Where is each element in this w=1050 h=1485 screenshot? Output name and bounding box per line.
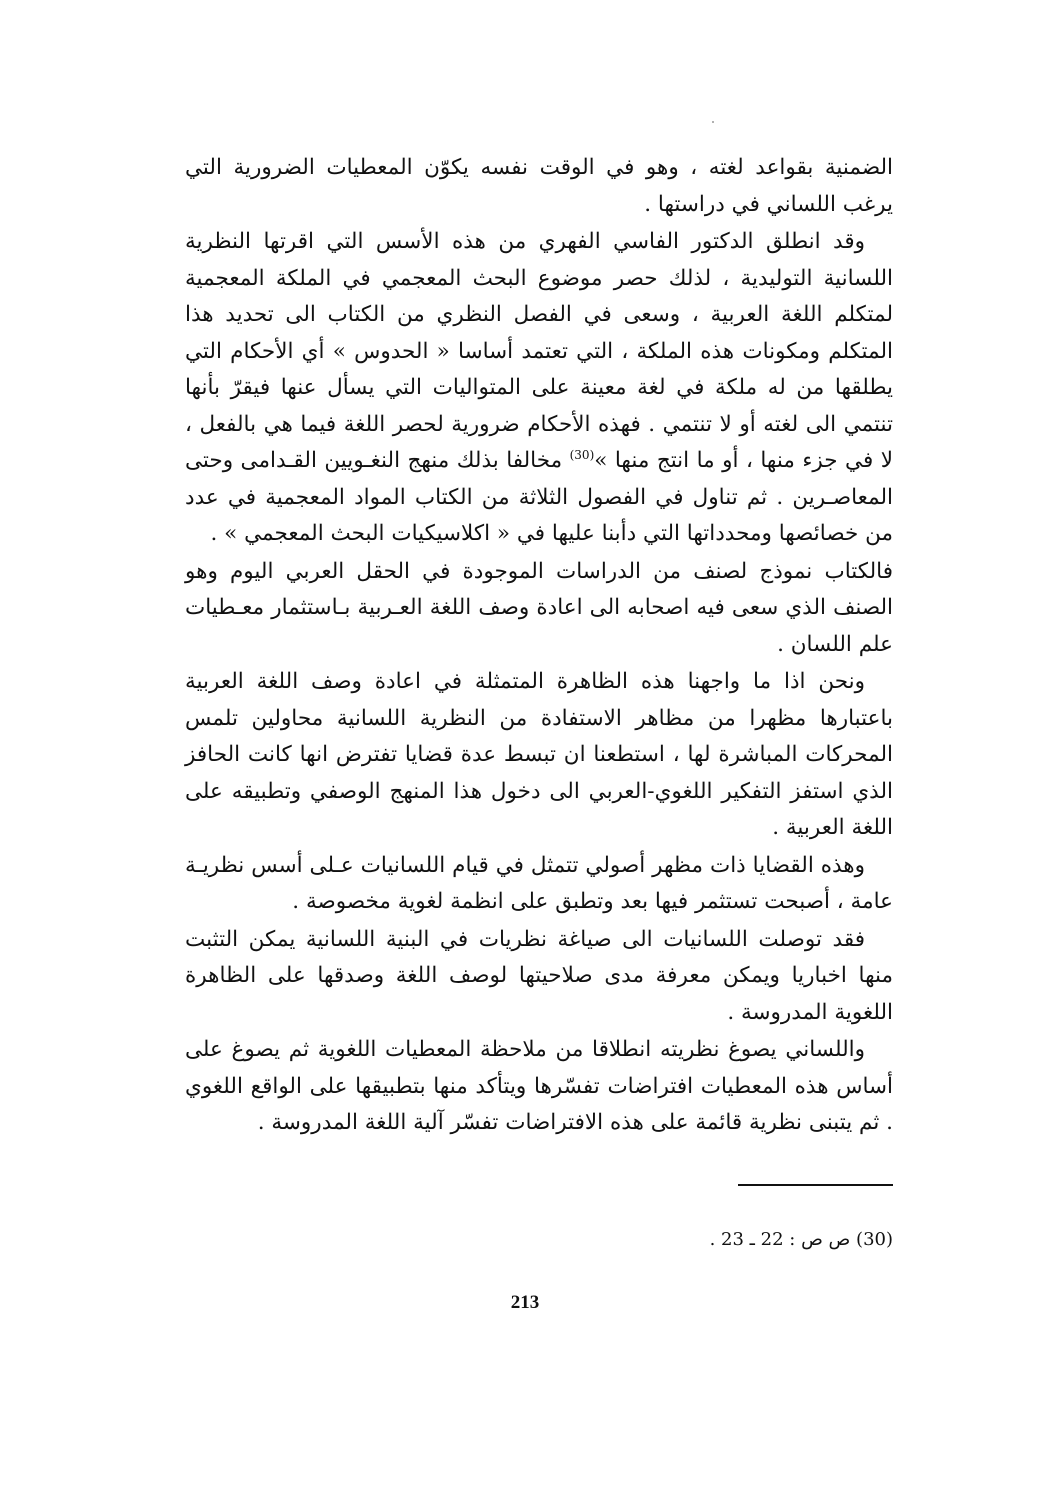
paragraph-2: وقد انطلق الدكتور الفاسي الفهري من هذه الأسس التي اقرتها النظرية اللسانية التوليدية ، لذلك حصر موضوع البحث المعجمي في الملكة المعجمية لمتكلم اللغة العربية ، وسعى في الفصل النظري من الكتاب الى تحديد هذا المتكلم ومكونات هذه الملكة ، التي تعتمد أساسا « الحدوس » أي الأحكام التي يطلقها من له ملكة في لغة معينة على المتواليات التي يسأل عنها فيقرّ بأنها تنتمي الى لغته أو لا تنتمي . فهذه الأحكام ضرورية لحصر اللغة فيما هي بالفعل ، لا في جزء منها ، أو ما انتج منها »$^{(30)}$ مخالفا بذلك منهج النغـويين القـدامى وحتى المعاصـرين . ثم تناول في الفصول الثلاثة من الكتاب المواد المعجمية في عدد من خصائصها ومحدداتها التي دأبنا عليها في « اكلاسيكيات البحث المعجمي » . [185,229,893,546]
paragraph-1: الضمنية بقواعد لغته ، وهو في الوقت نفسه يكوّن المعطيات الضرورية التي يرغب اللساني في دراستها . [185,155,893,217]
paragraph-3: فالكتاب نموذج لصنف من الدراسات الموجودة في الحقل العربي اليوم وهو الصنف الذي سعى فيه اصحابه الى اعادة وصف اللغة العـربية بـاستثمار معـطيات علم اللسان . [185,558,893,657]
page-number: 213 [510,1292,540,1313]
footnote-divider [738,1184,893,1186]
scan-speck [712,121,714,123]
footnote: (30) ص ص : 22 ـ 23 . [709,1229,893,1250]
body-text [185,150,893,1143]
paragraph-7: واللساني يصوغ نظريته انطلاقا من ملاحظة المعطيات اللغوية ثم يصوغ على أساس هذه المعطيات افتراضات تفسّرها ويتأكد منها بتطبيقها على الواقع اللغوي . ثم يتبنى نظرية قائمة على هذه الافتراضات تفسّر آلية اللغة المدروسة . [185,1037,893,1135]
footnote-reference[interactable]: (30) [569,447,595,462]
paragraph-6: فقد توصلت اللسانيات الى صياغة نظريات في البنية اللسانية يمكن التثبت منها اخباريا ويمكن معرفة مدى صلاحيتها لوصف اللغة وصدقها على الظاهرة اللغوية المدروسة . [185,926,893,1025]
paragraph-4: ونحن اذا ما واجهنا هذه الظاهرة المتمثلة في اعادة وصف اللغة العربية باعتبارها مظهرا من مظاهر الاستفادة من النظرية اللسانية محاولين تلمس المحركات المباشرة لها ، استطعنا ان تبسط عدة قضايا تفترض انها كانت الحافز الذي استفز التفكير اللغوي-العربي الى دخول هذا المنهج الوصفي وتطبيقه على اللغة العربية . [185,669,893,840]
paragraph-5: وهذه القضايا ذات مظهر أصولي تتمثل في قيام اللسانيات عـلى أسس نظريـة عامة ، أصبحت تستثمر فيها بعد وتطبق على انظمة لغوية مخصوصة . [185,852,893,914]
